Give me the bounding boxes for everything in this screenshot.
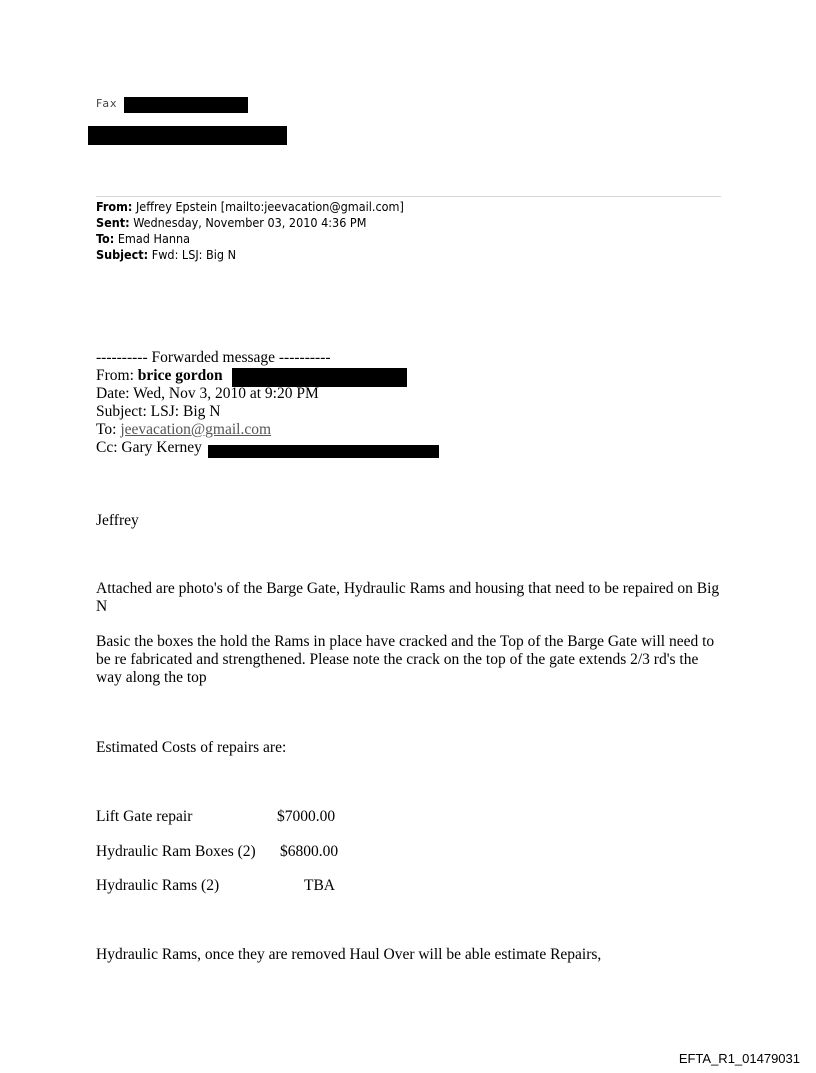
from-value: Jeffrey Epstein [mailto:jeevacation@gmail.com] (135, 199, 404, 214)
to-value: Emad Hanna (117, 231, 190, 246)
greeting: Jeffrey (96, 512, 139, 529)
email-sent (96, 215, 366, 231)
costs-intro: Estimated Costs of repairs are: (96, 739, 287, 756)
document-id: EFTA_R1_01479031 (678, 1051, 800, 1066)
to-label: To: (96, 231, 115, 246)
redaction-fax-number (124, 97, 248, 113)
forwarded-to-label: To: (96, 421, 117, 438)
sent-label: Sent: (96, 215, 130, 230)
cost-item-lift-gate: Lift Gate repair (96, 808, 193, 825)
email-to (96, 231, 190, 247)
cost-amount-rams: TBA (304, 877, 335, 894)
forwarded-from-label: From: (96, 367, 134, 384)
header-divider (96, 196, 721, 197)
subject-value: Fwd: LSJ: Big N (151, 247, 236, 262)
body-paragraph-2: Basic the boxes the hold the Rams in place have cracked and the Top of the Barge Gate will need to be re fabricated and strengthened. Please note the crack on the top of the gate extends 2/3 rd's the way along the top (96, 633, 715, 686)
forwarded-subject: Subject: LSJ: Big N (96, 403, 221, 420)
forwarded-date: Date: Wed, Nov 3, 2010 at 9:20 PM (96, 385, 319, 402)
forwarded-banner: ---------- Forwarded message ---------- (96, 349, 331, 366)
subject-label: Subject: (96, 247, 149, 262)
body-paragraph-1: Attached are photo's of the Barge Gate, Hydraulic Rams and housing that need to be repaired on Big N (96, 580, 720, 615)
redaction-cc-email (208, 445, 439, 458)
forwarded-from (96, 367, 223, 385)
forwarded-to-email-link[interactable]: jeevacation@gmail.com (120, 421, 272, 438)
cost-item-rams: Hydraulic Rams (2) (96, 877, 220, 894)
redaction-block (88, 126, 287, 145)
cost-item-ram-boxes: Hydraulic Ram Boxes (2) (96, 843, 256, 860)
cost-amount-ram-boxes: $6800.00 (280, 843, 339, 860)
from-label: From: (96, 199, 133, 214)
forwarded-from-name: brice gordon (137, 367, 223, 384)
email-subject (96, 247, 236, 263)
forwarded-cc: Cc: Gary Kerney (96, 439, 202, 456)
cost-amount-lift-gate: $7000.00 (277, 808, 336, 825)
fax-label: Fax (96, 97, 118, 110)
forwarded-to (96, 421, 271, 439)
sent-value: Wednesday, November 03, 2010 4:36 PM (133, 215, 367, 230)
email-from (96, 199, 404, 215)
closing-line: Hydraulic Rams, once they are removed Haul Over will be able estimate Repairs, (96, 946, 602, 963)
